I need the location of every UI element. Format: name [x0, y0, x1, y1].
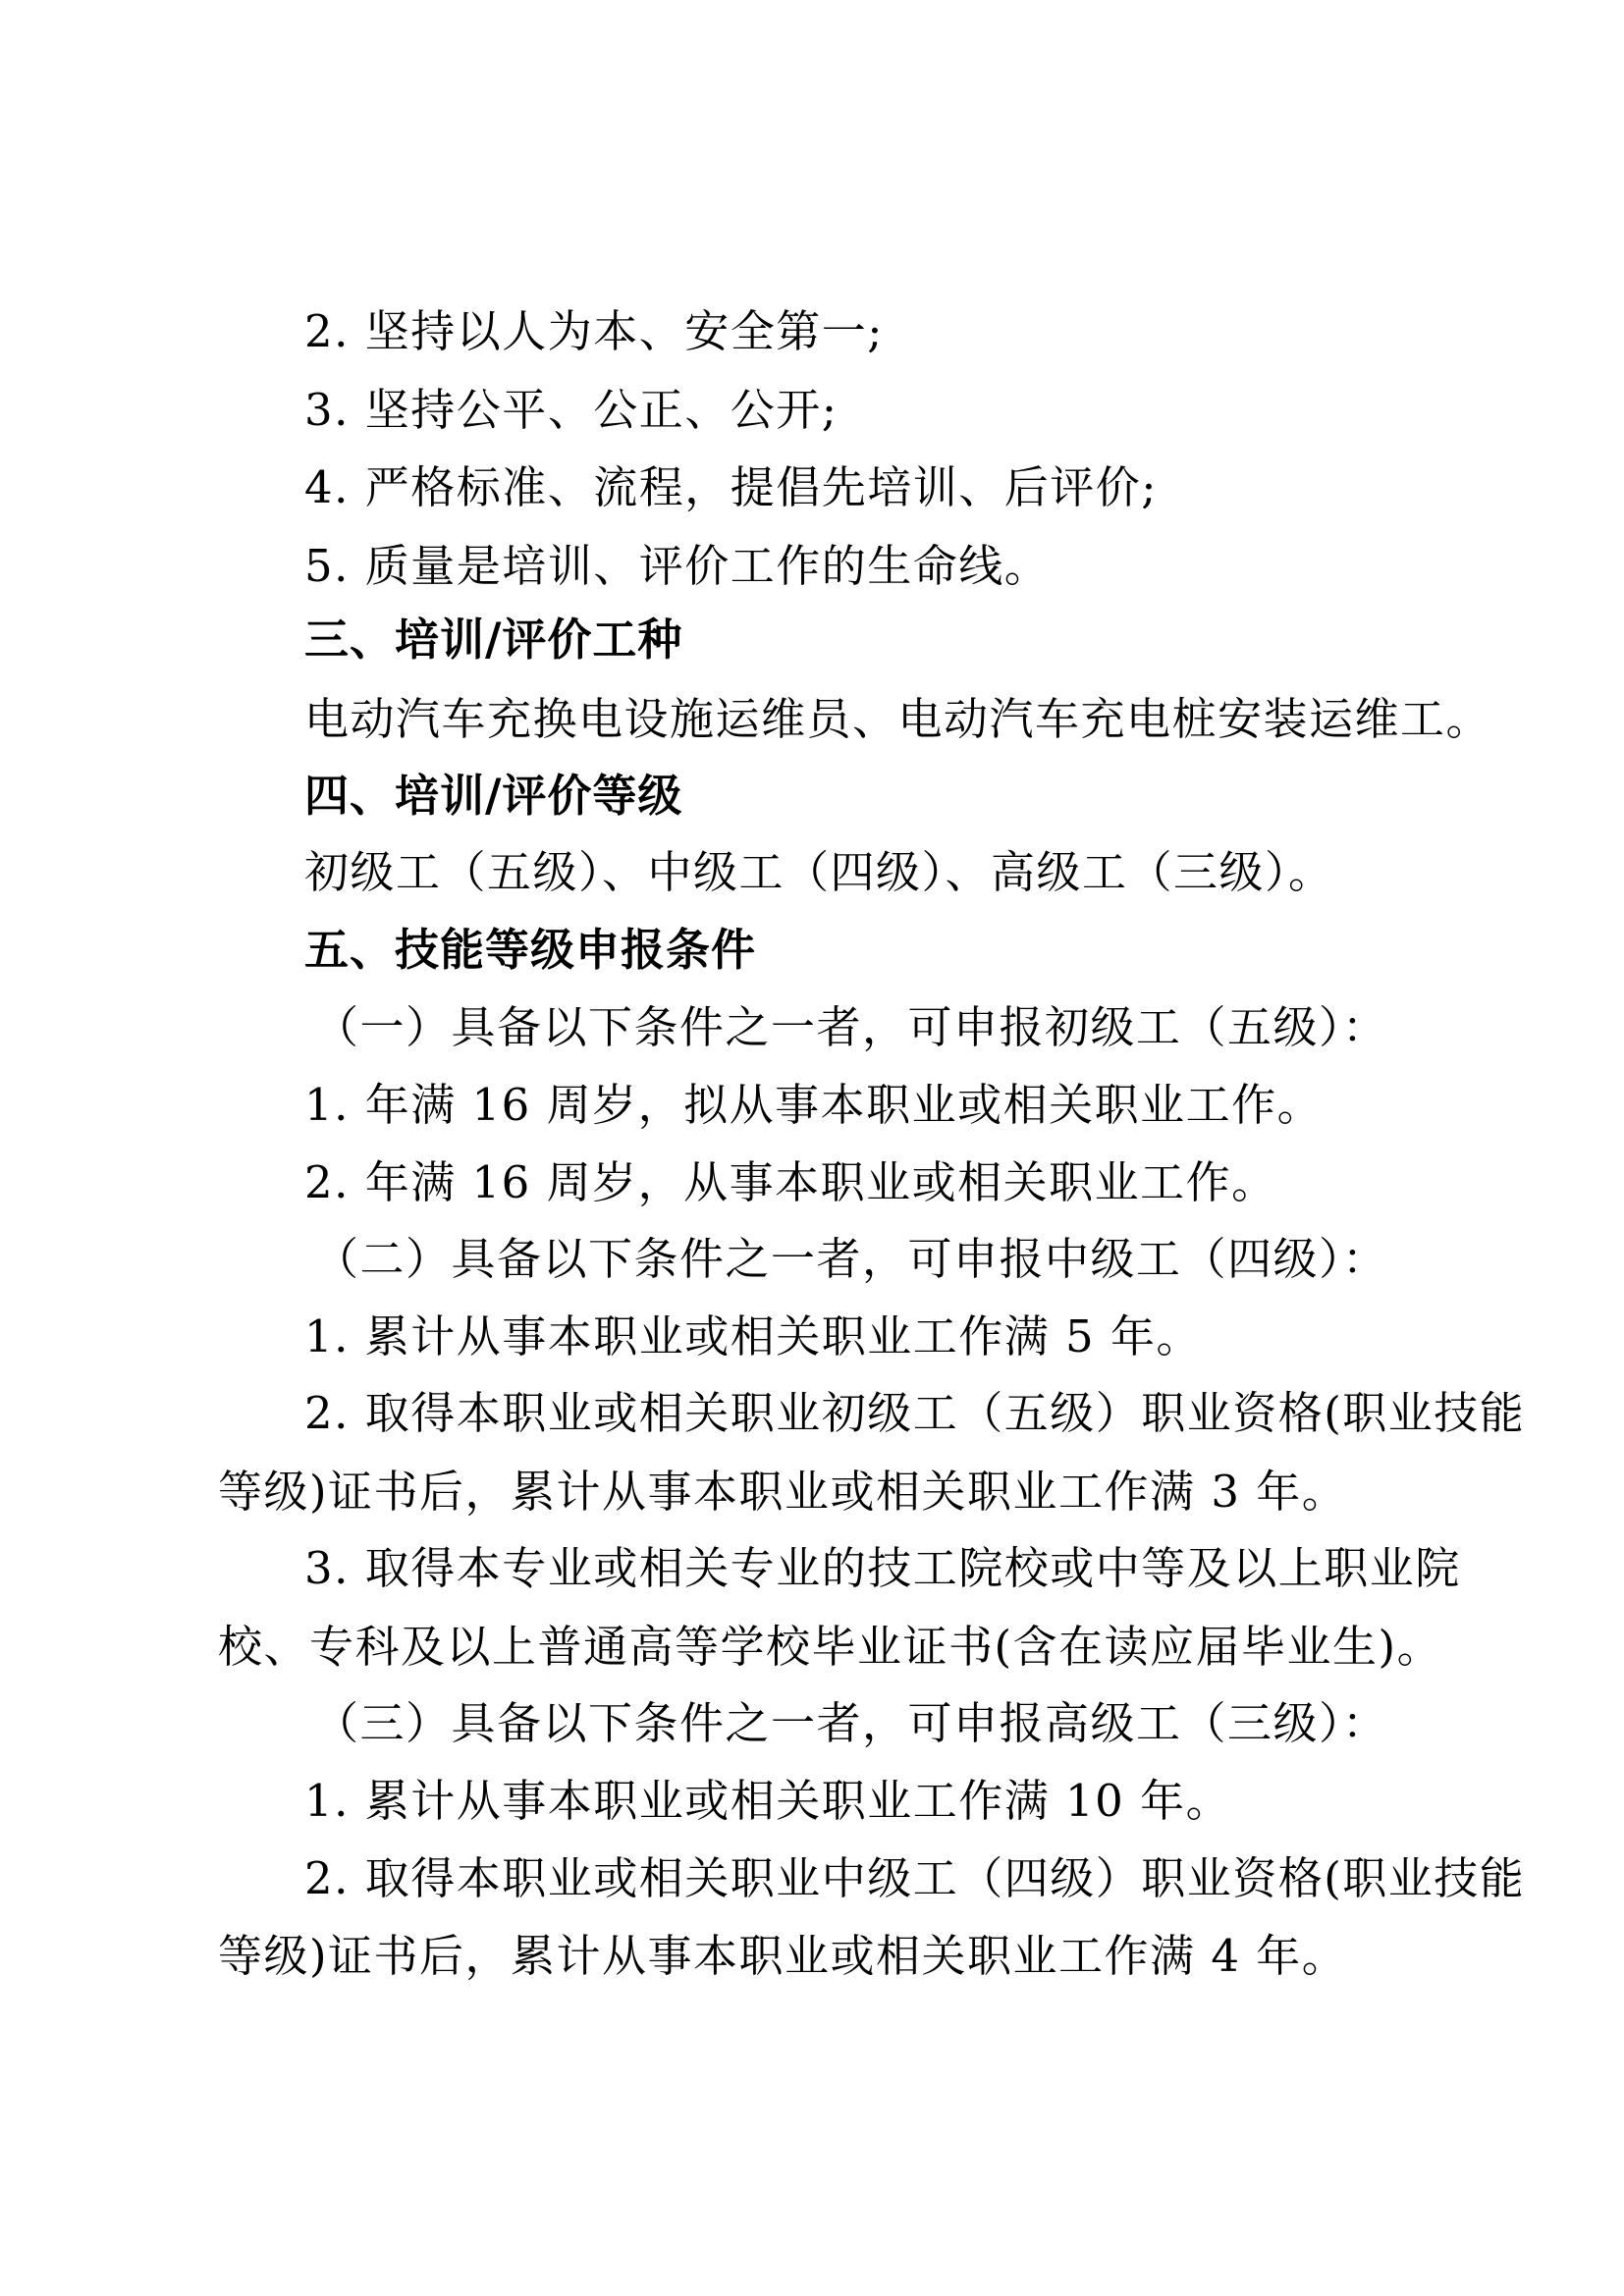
requirement-item-continuation: 等级)证书后，累计从事本职业或相关职业工作满 3 年。 [218, 1466, 1348, 1518]
requirement-item-continuation: 校、专科及以上普通高等学校毕业证书(含在读应届毕业生)。 [218, 1621, 1443, 1673]
section-heading-requirements: 五、技能等级申报条件 [304, 924, 757, 976]
requirement-item: 2. 取得本职业或相关职业中级工（四级）职业资格(职业技能 [304, 1852, 1526, 1904]
principle-item: 3. 坚持公平、公正、公开; [304, 384, 839, 436]
requirement-item: 1. 累计从事本职业或相关职业工作满 5 年。 [304, 1310, 1202, 1362]
requirement-item: 2. 取得本职业或相关职业初级工（五级）职业资格(职业技能 [304, 1387, 1526, 1439]
section-heading-levels: 四、培训/评价等级 [304, 770, 683, 822]
requirement-item: 1. 累计从事本职业或相关职业工作满 10 年。 [304, 1775, 1232, 1827]
principle-item: 2. 坚持以人为本、安全第一; [304, 305, 884, 357]
requirement-item: 3. 取得本专业或相关专业的技工院校或中等及以上职业院 [304, 1542, 1461, 1594]
principle-item: 5. 质量是培训、评价工作的生命线。 [304, 540, 1051, 592]
requirement-group-title-level4: （二）具备以下条件之一者，可申报中级工（四级）： [314, 1233, 1388, 1285]
principle-item: 4. 严格标准、流程，提倡先培训、后评价; [304, 461, 1158, 513]
requirement-group-title-level5: （一）具备以下条件之一者，可申报初级工（五级）： [314, 1001, 1388, 1053]
levels-text: 初级工（五级）、中级工（四级）、高级工（三级）。 [304, 846, 1334, 898]
section-heading-work-types: 三、培训/评价工种 [304, 614, 683, 666]
requirement-item-continuation: 等级)证书后，累计从事本职业或相关职业工作满 4 年。 [218, 1930, 1348, 1982]
work-types-text: 电动汽车充换电设施运维员、电动汽车充电桩安装运维工。 [304, 693, 1492, 745]
requirement-group-title-level3: （三）具备以下条件之一者，可申报高级工（三级）： [314, 1697, 1388, 1749]
requirement-item: 2. 年满 16 周岁，从事本职业或相关职业工作。 [304, 1156, 1277, 1208]
requirement-item: 1. 年满 16 周岁，拟从事本职业或相关职业工作。 [304, 1079, 1324, 1131]
